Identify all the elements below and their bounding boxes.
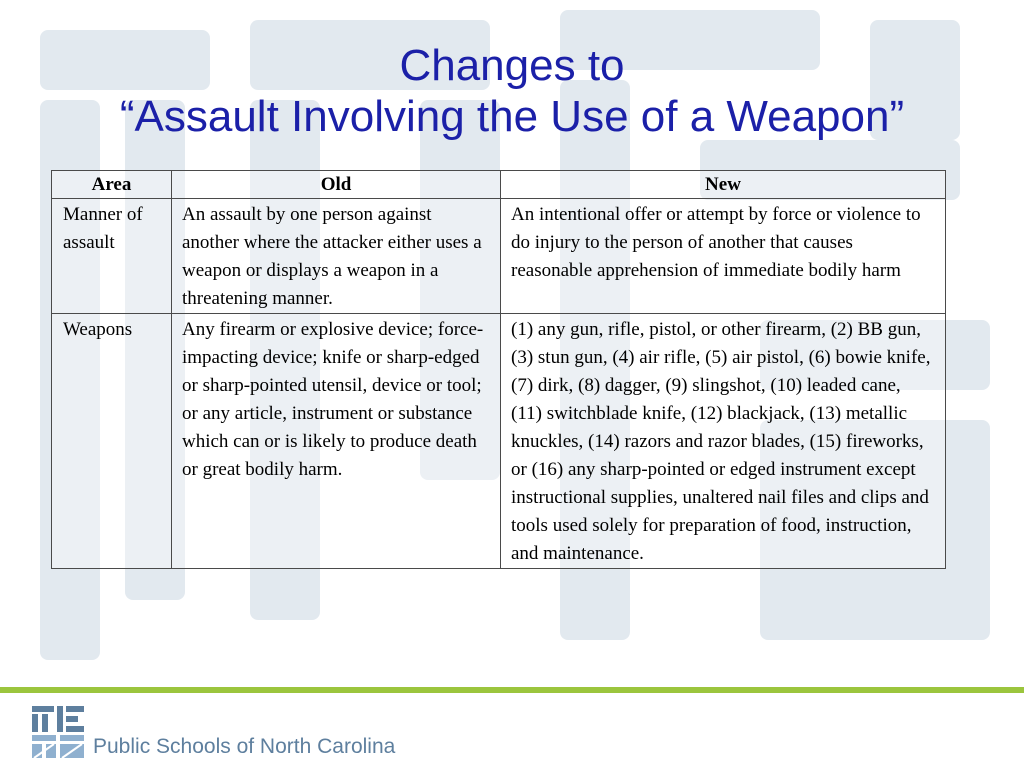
footer-accent-bar (0, 687, 1024, 693)
slide-title-line-2: “Assault Involving the Use of a Weapon” (119, 92, 905, 141)
table-row (52, 199, 946, 314)
table-header-row (52, 171, 946, 199)
cell-old: An assault by one person against another where the attacker either uses a weapon or displays a weapon in a threatening manner. (172, 199, 501, 314)
comparison-table (51, 170, 946, 569)
column-header-old: Old (172, 171, 501, 199)
slide-title (0, 40, 1024, 142)
cell-area: Weapons (52, 314, 172, 569)
cell-old: Any firearm or explosive device; force-impacting device; knife or sharp-edged or sharp-pointed utensil, device or tool; or any article, instrument or substance which can or is likely to produce death or great bodily harm. (172, 314, 501, 569)
column-header-new: New (501, 171, 946, 199)
slide-title-line-1: Changes to (399, 41, 625, 90)
column-header-area: Area (52, 171, 172, 199)
cell-area: Manner of assault (52, 199, 172, 314)
footer-organization-name: Public Schools of North Carolina (93, 735, 396, 758)
cell-new: An intentional offer or attempt by force or violence to do injury to the person of another that causes reasonable apprehension of immediate bodily harm (501, 199, 946, 314)
cell-new: (1) any gun, rifle, pistol, or other firearm, (2) BB gun, (3) stun gun, (4) air rifle, (5) air pistol, (6) bowie knife, (7) dirk, (8) dagger, (9) slingshot, (10) leaded cane, (11) switchblade knife, (12) blackjack, (13) metallic knuckles, (14) razors and razor blades, (15) fireworks, or (16) any sharp-pointed or edged instrument except instructional supplies, unaltered nail files and clips and tools used solely for preparation of food, instruction, and maintenance. (501, 314, 946, 569)
table-row (52, 314, 946, 569)
psnc-logo-icon (30, 704, 86, 760)
